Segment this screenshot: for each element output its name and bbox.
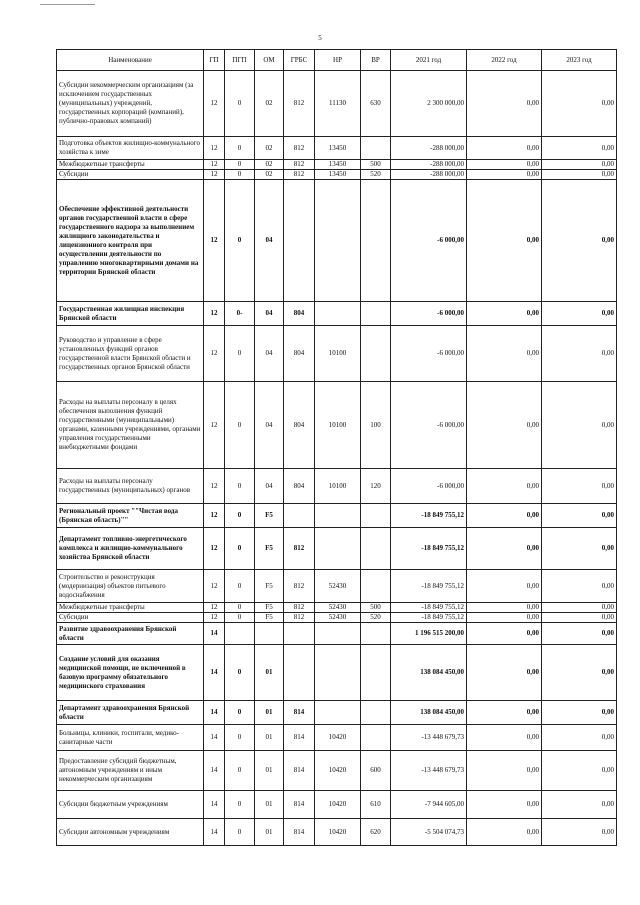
row-2021: -6 000,00 xyxy=(391,302,467,326)
row-2021: -5 504 074,73 xyxy=(391,819,467,846)
row-vr: 100 xyxy=(361,382,391,469)
row-2022: 0,00 xyxy=(467,791,542,819)
header-nr: НР xyxy=(315,50,361,71)
row-2022: 0,00 xyxy=(467,137,542,160)
header-2022: 2022 год xyxy=(467,50,542,71)
row-om: F5 xyxy=(255,603,284,613)
row-nr: 13450 xyxy=(315,170,361,180)
row-pgp: 0 xyxy=(225,170,255,180)
row-2022: 0,00 xyxy=(467,623,542,645)
row-gp: 14 xyxy=(204,791,225,819)
row-2021: -18 849 755,12 xyxy=(391,613,467,623)
row-om: F5 xyxy=(255,528,284,570)
row-pgp: 0 xyxy=(225,570,255,603)
row-pgp: 0 xyxy=(225,791,255,819)
row-2022: 0,00 xyxy=(467,326,542,382)
row-2021: -288 000,00 xyxy=(391,137,467,160)
table-row xyxy=(57,791,617,819)
row-name: Субсидии xyxy=(57,613,204,623)
row-vr xyxy=(361,725,391,751)
row-name: Руководство и управление в сфере установленных функций органов государственной власти Брянской области и государственных органов Брянской области xyxy=(57,326,204,382)
row-2023: 0,00 xyxy=(542,160,617,170)
row-pgp: 0 xyxy=(225,751,255,791)
row-grbs: 804 xyxy=(284,469,315,504)
row-2023: 0,00 xyxy=(542,504,617,528)
row-2021: 1 196 515 200,00 xyxy=(391,623,467,645)
row-name: Подготовка объектов жилищно-коммунального хозяйства к зиме xyxy=(57,137,204,160)
row-gp: 14 xyxy=(204,701,225,725)
table-row xyxy=(57,469,617,504)
row-2021: -18 849 755,12 xyxy=(391,528,467,570)
row-grbs xyxy=(284,180,315,302)
row-2023: 0,00 xyxy=(542,382,617,469)
row-nr: 10420 xyxy=(315,819,361,846)
row-name: Государственная жилищная инспекция Брянской области xyxy=(57,302,204,326)
row-2021: -18 849 755,12 xyxy=(391,570,467,603)
row-gp: 12 xyxy=(204,382,225,469)
row-gp: 12 xyxy=(204,469,225,504)
row-vr: 120 xyxy=(361,469,391,504)
row-pgp: 0 xyxy=(225,528,255,570)
row-vr xyxy=(361,570,391,603)
row-grbs: 804 xyxy=(284,326,315,382)
row-2022: 0,00 xyxy=(467,180,542,302)
table-row xyxy=(57,701,617,725)
row-gp: 12 xyxy=(204,71,225,137)
row-grbs: 812 xyxy=(284,160,315,170)
table-body xyxy=(57,71,617,846)
row-2022: 0,00 xyxy=(467,469,542,504)
row-nr xyxy=(315,180,361,302)
row-vr xyxy=(361,701,391,725)
row-nr xyxy=(315,302,361,326)
row-2021: 138 084 450,00 xyxy=(391,701,467,725)
row-2023: 0,00 xyxy=(542,819,617,846)
row-vr xyxy=(361,180,391,302)
row-grbs: 812 xyxy=(284,603,315,613)
row-name: Больницы, клиники, госпитали, медико-санитарные части xyxy=(57,725,204,751)
row-2023: 0,00 xyxy=(542,701,617,725)
row-name: Департамент топливно-энергетического комплекса и жилищно-коммунального хозяйства Брянской области xyxy=(57,528,204,570)
scan-header-mark xyxy=(40,4,95,5)
row-nr xyxy=(315,623,361,645)
row-2022: 0,00 xyxy=(467,570,542,603)
row-nr: 13450 xyxy=(315,160,361,170)
table-row xyxy=(57,137,617,160)
row-2023: 0,00 xyxy=(542,326,617,382)
row-om: 04 xyxy=(255,326,284,382)
row-2021: 138 084 450,00 xyxy=(391,645,467,701)
page-number: 5 xyxy=(318,34,322,42)
table-row xyxy=(57,645,617,701)
row-2022: 0,00 xyxy=(467,528,542,570)
row-nr: 10420 xyxy=(315,725,361,751)
row-pgp: 0 xyxy=(225,819,255,846)
row-nr: 10420 xyxy=(315,751,361,791)
row-2021: -18 849 755,12 xyxy=(391,603,467,613)
row-pgp: 0 xyxy=(225,382,255,469)
row-gp: 12 xyxy=(204,160,225,170)
row-pgp: 0 xyxy=(225,701,255,725)
table-row xyxy=(57,603,617,613)
row-nr: 10100 xyxy=(315,469,361,504)
row-pgp: 0 xyxy=(225,504,255,528)
row-om xyxy=(255,623,284,645)
row-vr xyxy=(361,302,391,326)
row-name: Межбюджетные трансферты xyxy=(57,603,204,613)
row-2023: 0,00 xyxy=(542,180,617,302)
row-name: Субсидии автономным учреждениям xyxy=(57,819,204,846)
header-vr: ВР xyxy=(361,50,391,71)
row-grbs: 814 xyxy=(284,751,315,791)
row-2023: 0,00 xyxy=(542,170,617,180)
row-name: Межбюджетные трансферты xyxy=(57,160,204,170)
row-gp: 12 xyxy=(204,528,225,570)
row-grbs: 814 xyxy=(284,725,315,751)
row-om: 02 xyxy=(255,170,284,180)
row-2022: 0,00 xyxy=(467,382,542,469)
table-row xyxy=(57,725,617,751)
row-vr xyxy=(361,137,391,160)
row-name: Расходы на выплаты персоналу в целях обеспечения выполнения функций государственными (муниципальными) органами, казенными учреждениями, органами управления государственными внебюджетными фондами xyxy=(57,382,204,469)
row-2021: -13 448 679,73 xyxy=(391,751,467,791)
table-header-row xyxy=(57,50,617,71)
row-om: 01 xyxy=(255,819,284,846)
row-grbs: 812 xyxy=(284,170,315,180)
row-vr: 500 xyxy=(361,603,391,613)
row-2023: 0,00 xyxy=(542,71,617,137)
row-vr xyxy=(361,504,391,528)
row-nr: 10420 xyxy=(315,791,361,819)
row-vr: 610 xyxy=(361,791,391,819)
row-2023: 0,00 xyxy=(542,528,617,570)
table-row xyxy=(57,613,617,623)
header-grbs: ГРБС xyxy=(284,50,315,71)
row-2021: -18 849 755,12 xyxy=(391,504,467,528)
row-grbs xyxy=(284,623,315,645)
row-gp: 14 xyxy=(204,725,225,751)
row-om: 04 xyxy=(255,180,284,302)
row-2022: 0,00 xyxy=(467,302,542,326)
row-name: Субсидии некоммерческим организациям (за исключением государственных (муниципальных) учреждений, государственных корпораций (компаний), публично-правовых компаний) xyxy=(57,71,204,137)
row-gp: 14 xyxy=(204,623,225,645)
row-om: F5 xyxy=(255,504,284,528)
row-nr: 52430 xyxy=(315,603,361,613)
row-gp: 12 xyxy=(204,326,225,382)
row-pgp: 0 xyxy=(225,180,255,302)
table-row xyxy=(57,504,617,528)
row-nr: 11130 xyxy=(315,71,361,137)
row-grbs: 814 xyxy=(284,791,315,819)
row-vr: 620 xyxy=(361,819,391,846)
row-gp: 12 xyxy=(204,603,225,613)
row-pgp: 0 xyxy=(225,613,255,623)
row-nr xyxy=(315,528,361,570)
row-pgp: 0 xyxy=(225,725,255,751)
row-name: Строительство и реконструкция (модернизация) объектов питьевого водоснабжения xyxy=(57,570,204,603)
row-gp: 12 xyxy=(204,570,225,603)
table-row xyxy=(57,302,617,326)
row-om: 01 xyxy=(255,751,284,791)
row-grbs: 812 xyxy=(284,528,315,570)
row-pgp xyxy=(225,623,255,645)
row-name: Создание условий для оказания медицинской помощи, не включенной в базовую программу обязательного медицинского страхования xyxy=(57,645,204,701)
row-vr xyxy=(361,326,391,382)
row-om: F5 xyxy=(255,613,284,623)
row-om: 01 xyxy=(255,725,284,751)
row-gp: 12 xyxy=(204,504,225,528)
row-vr: 600 xyxy=(361,751,391,791)
table-row xyxy=(57,160,617,170)
row-vr: 500 xyxy=(361,160,391,170)
row-2022: 0,00 xyxy=(467,603,542,613)
row-2023: 0,00 xyxy=(542,751,617,791)
row-nr: 13450 xyxy=(315,137,361,160)
row-gp: 14 xyxy=(204,645,225,701)
row-gp: 14 xyxy=(204,819,225,846)
row-grbs: 812 xyxy=(284,71,315,137)
row-2023: 0,00 xyxy=(542,791,617,819)
row-2023: 0,00 xyxy=(542,302,617,326)
row-2023: 0,00 xyxy=(542,623,617,645)
table-row xyxy=(57,751,617,791)
row-nr: 52430 xyxy=(315,613,361,623)
row-grbs: 814 xyxy=(284,819,315,846)
table-row xyxy=(57,623,617,645)
header-2021: 2021 год xyxy=(391,50,467,71)
row-2023: 0,00 xyxy=(542,645,617,701)
row-pgp: 0 xyxy=(225,603,255,613)
row-om: F5 xyxy=(255,570,284,603)
row-name: Субсидии бюджетным учреждениям xyxy=(57,791,204,819)
row-gp: 12 xyxy=(204,137,225,160)
row-gp: 12 xyxy=(204,170,225,180)
row-2022: 0,00 xyxy=(467,170,542,180)
table-row xyxy=(57,180,617,302)
row-om: 02 xyxy=(255,71,284,137)
row-2022: 0,00 xyxy=(467,613,542,623)
row-2021: -13 448 679,73 xyxy=(391,725,467,751)
row-vr: 520 xyxy=(361,613,391,623)
row-grbs: 804 xyxy=(284,302,315,326)
row-grbs: 812 xyxy=(284,570,315,603)
row-grbs: 812 xyxy=(284,613,315,623)
row-pgp: 0 xyxy=(225,645,255,701)
row-2021: -288 000,00 xyxy=(391,170,467,180)
row-2021: -6 000,00 xyxy=(391,382,467,469)
table-row xyxy=(57,382,617,469)
row-2023: 0,00 xyxy=(542,725,617,751)
header-om: ОМ xyxy=(255,50,284,71)
row-om: 02 xyxy=(255,160,284,170)
row-2021: -6 000,00 xyxy=(391,469,467,504)
row-name: Региональный проект ""Чистая вода (Брянская область)"" xyxy=(57,504,204,528)
row-om: 04 xyxy=(255,382,284,469)
row-vr xyxy=(361,528,391,570)
row-name: Субсидии xyxy=(57,170,204,180)
row-nr: 10100 xyxy=(315,382,361,469)
row-2023: 0,00 xyxy=(542,137,617,160)
row-om: 04 xyxy=(255,469,284,504)
row-gp: 12 xyxy=(204,613,225,623)
row-gp: 12 xyxy=(204,180,225,302)
table-row xyxy=(57,528,617,570)
row-2023: 0,00 xyxy=(542,603,617,613)
row-pgp: 0 xyxy=(225,71,255,137)
table-row xyxy=(57,71,617,137)
row-2021: -6 000,00 xyxy=(391,180,467,302)
row-2022: 0,00 xyxy=(467,751,542,791)
header-gp: ГП xyxy=(204,50,225,71)
header-2023: 2023 год xyxy=(542,50,617,71)
row-pgp: 0- xyxy=(225,302,255,326)
row-om: 01 xyxy=(255,645,284,701)
row-2022: 0,00 xyxy=(467,725,542,751)
row-name: Предоставление субсидий бюджетным, автономным учреждениям и иным некоммерческим организациям xyxy=(57,751,204,791)
row-2021: -6 000,00 xyxy=(391,326,467,382)
row-2023: 0,00 xyxy=(542,570,617,603)
row-grbs: 814 xyxy=(284,701,315,725)
table-row xyxy=(57,326,617,382)
row-pgp: 0 xyxy=(225,137,255,160)
row-2023: 0,00 xyxy=(542,469,617,504)
table-row xyxy=(57,570,617,603)
row-2022: 0,00 xyxy=(467,504,542,528)
row-2022: 0,00 xyxy=(467,819,542,846)
row-pgp: 0 xyxy=(225,160,255,170)
header-name: Наименование xyxy=(57,50,204,71)
row-name: Расходы на выплаты персоналу государственных (муниципальных) органов xyxy=(57,469,204,504)
row-2023: 0,00 xyxy=(542,613,617,623)
table-row xyxy=(57,170,617,180)
row-nr: 52430 xyxy=(315,570,361,603)
row-om: 02 xyxy=(255,137,284,160)
row-grbs: 812 xyxy=(284,137,315,160)
row-nr xyxy=(315,701,361,725)
budget-table xyxy=(56,49,617,846)
row-om: 04 xyxy=(255,302,284,326)
row-vr: 520 xyxy=(361,170,391,180)
row-pgp: 0 xyxy=(225,326,255,382)
table-row xyxy=(57,819,617,846)
row-name: Департамент здравоохранения Брянской области xyxy=(57,701,204,725)
row-vr: 630 xyxy=(361,71,391,137)
row-grbs xyxy=(284,504,315,528)
row-2021: -288 000,00 xyxy=(391,160,467,170)
row-vr xyxy=(361,645,391,701)
row-grbs xyxy=(284,645,315,701)
row-nr xyxy=(315,645,361,701)
row-nr: 10100 xyxy=(315,326,361,382)
row-om: 01 xyxy=(255,791,284,819)
row-2021: -7 944 605,00 xyxy=(391,791,467,819)
row-2022: 0,00 xyxy=(467,645,542,701)
row-gp: 14 xyxy=(204,751,225,791)
row-grbs: 804 xyxy=(284,382,315,469)
row-name: Развитие здравоохранения Брянской области xyxy=(57,623,204,645)
row-pgp: 0 xyxy=(225,469,255,504)
row-gp: 12 xyxy=(204,302,225,326)
row-2022: 0,00 xyxy=(467,701,542,725)
row-name: Обеспечение эффективной деятельности органов государственной власти в сфере государственного надзора за выполнением жилищного законодательства и лицензионного контроля при осуществлении деятельности по управлению многоквартирными домами на территории Брянской области xyxy=(57,180,204,302)
row-vr xyxy=(361,623,391,645)
row-om: 01 xyxy=(255,701,284,725)
row-2022: 0,00 xyxy=(467,160,542,170)
row-2022: 0,00 xyxy=(467,71,542,137)
row-2021: 2 300 000,00 xyxy=(391,71,467,137)
row-nr xyxy=(315,504,361,528)
header-pgp: ПГП xyxy=(225,50,255,71)
